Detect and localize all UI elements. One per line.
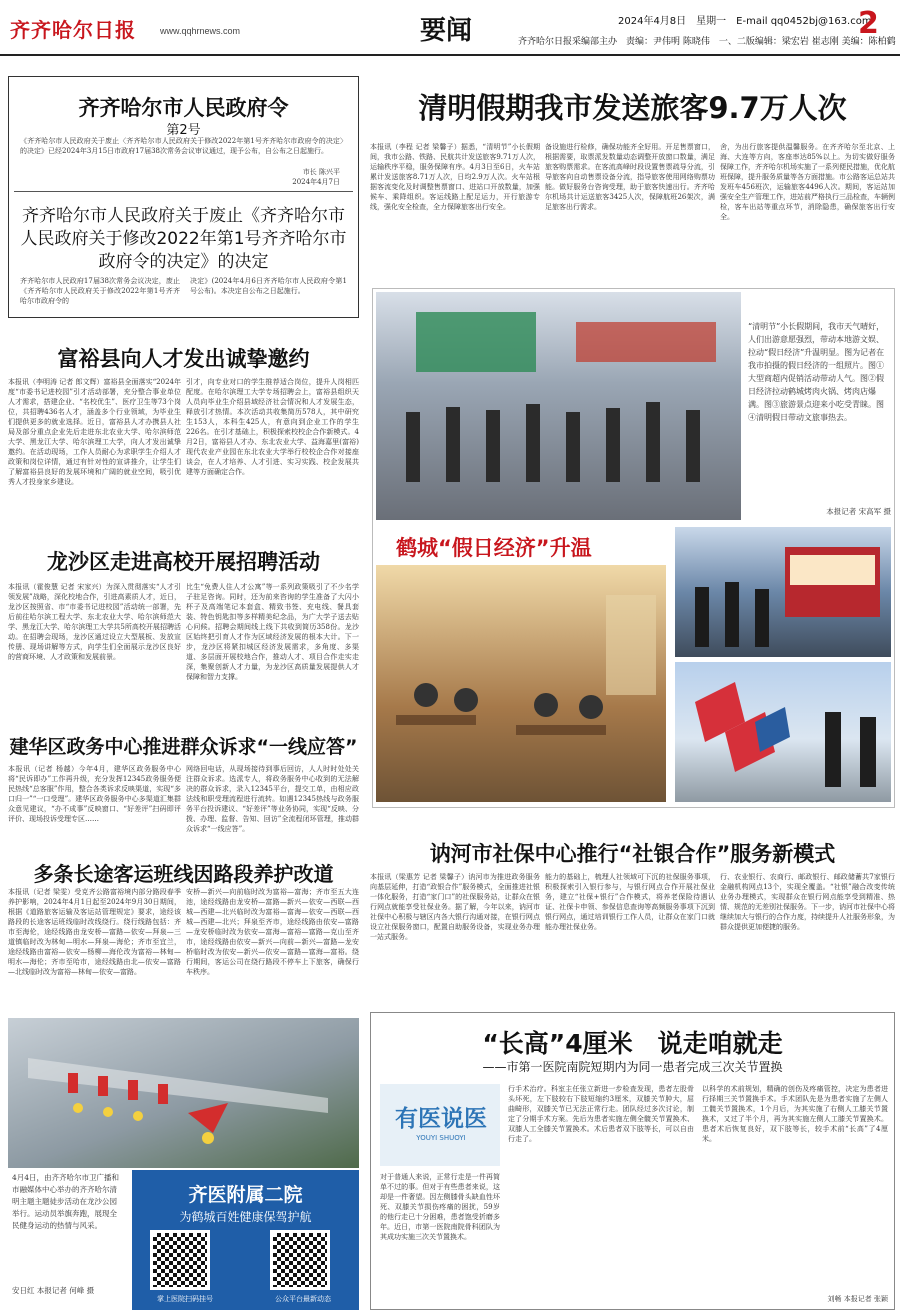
order-body: 《齐齐哈尔市人民政府关于废止〈齐齐哈尔市人民政府关于修改2022年第1号齐齐哈尔市政府令的决定〉的决定》已经2024年3月15日市政府17届38次常务会议审议通过，现予公布，自公布之日起施行。 (20, 137, 347, 155)
lead-body-col1: 本报讯（李程 记者 梁馨子）据悉，“清明节”小长假期间，我市公路、铁路、民航共计发送旅客9.71万人次，运输秩序平稳，服务保障有序。4月3日至6日，火车站累计发送旅客8.71万人次，日均2.9万人次。火车站根据客流变化及时调整售票窗口、进站口开放数量，加强候车、乘降组织。客运线路上配足运力，开行旅游专线，强化安全检查，全力保障旅客出行安全。 (370, 143, 540, 211)
nehe-body-col1: 本报讯（梁惠芳 记者 梁馨子）讷河市为推进政务服务向基层延伸，打造“政银合作”服务模式，全面推进社银一体化服务，打造“家门口”的社保服务站，让群众在银行网点就能享受社保业务。据了解，今年以来，讷河市社保中心积极与辖区内各大银行沟通对接，在银行网点设立社保服务窗口，配置自助服务设备，实现业务办理一站式服务。 (370, 873, 540, 941)
food-stall-graphic (675, 527, 891, 657)
decision-left: 齐齐哈尔市人民政府17届38次常务会议决定，废止《齐齐哈尔市人民政府关于修改2022年第1号齐齐哈尔市政府令的 (20, 277, 180, 305)
lead-headline: 清明假期我市发送旅客9.7万人次 (418, 91, 847, 125)
flag-runners-graphic (8, 1018, 359, 1168)
hospital-body-col3: 以科学的术前规划，精确的创伤及疼痛管控，决定为患者进行择期三关节置换手术。手术团队先是为患者实施了左侧人工髋关节置换术，1个月后，为其实施了右侧人工膝关节置换术，又过了半个月，再为其实施左侧人工膝关节置换术。患者术后恢复良好，双下肢等长，较手术前“长高”了4厘米。 (702, 1085, 888, 1143)
hospital-ad-brand: 齐医附属二院 (188, 1184, 303, 1206)
column-logo: 有医说医 (395, 1106, 487, 1132)
site-url: www.qqhrnews.com (160, 26, 241, 36)
bus-body-col1: 本报讯（记者 梁雯）受克齐公路富裕境内部分路段春季养护影响，2024年4月1日起至2024年9月30日期间，根据《道路旅客运输及客运站管理规定》要求，途经该路段的长途客运班线临时改线绕行。绕行线路包括：齐市至海伦，途经线路由龙安桥—富路—依安—拜泉—三道镇临时改为林甸—明水—拜泉—海伦；齐市至宜兰，途经线路由富裕—依安—杨柳—海伦改为富裕—林甸—明水—海伦；齐市至哈市，途经线路由北—依安—富路—北线临时改为富裕—林甸—依安—富路。 (8, 888, 181, 976)
decision-title: 齐齐哈尔市人民政府关于废止《齐齐哈尔市人民政府关于修改2022年第1号齐齐哈尔市政府令的决定》的决定 (20, 206, 347, 272)
dateline: 2024年4月8日 星期一 E-mail qq0452bj@163.com (618, 16, 872, 27)
hospital-credit: 刘畅 本报记者 张颖 (827, 1295, 888, 1303)
feature-banner: 鹤城“假日经济”升温 (396, 536, 592, 560)
running-event-photo (8, 1018, 359, 1168)
page-number: 2 (858, 6, 879, 41)
order-title: 齐齐哈尔市人民政府令 (78, 96, 289, 120)
decision-right: 决定》(2024年4月6日齐齐哈尔市人民政府令第1号公布)。本决定自公布之日起施行。 (190, 277, 347, 295)
restaurant-graphic (376, 565, 666, 802)
divider (14, 191, 353, 192)
kite-graphic (675, 662, 891, 802)
order-signer: 市长 陈兴平 (302, 168, 340, 176)
hospital-headline: “长高”4厘米 说走咱就走 (482, 1029, 783, 1058)
fuyu-body-col2: 引才，向专业对口的学生推荐适合岗位，提升人岗相匹配度。在哈尔滨理工大学专场招聘会上，富裕县组织天人员向毕业生介绍县域经济社会情况和人才发展生态，释放引才热情。本次活动共收集简历578人，其中研究生153人，本科生425人，有意向到企业工作的学生226名。在引才基础上，积极探索校校企合作新模式。4月2日，富裕县人才办、东北农业大学、益海嘉里(富裕)现代农业产业园在东北农业大学举行校校企合作对接座谈会，在人才培养、人才引进、实习实践、校企发展共建等方面确定合作。 (186, 378, 359, 476)
column-logo-en: YOUYI SHUOYI (416, 1134, 466, 1142)
longsha-body-col1: 本报讯（霍俊慧 记者 宋家兴）为深入贯彻落实“人才引领发展”战略，深化校地合作，引进高素质人才，近日，龙沙区按照省、市“市委书记进校园”活动统一部署，先后前往哈尔滨工程大学、东北农业大学、哈尔滨师范大学、黑龙江大学、哈尔滨理工大学共5所高校开展招聘活动。在招聘会现场，龙沙区通过设立大型展板、发放宣传册、现场讲解等方式，向学生们全面展示龙沙区良好的营商环境、人才政策和发展前景。 (8, 583, 181, 661)
jianhua-body-col1: 本报讯（记者 杨越）今年4月，建华区政务服务中心将“民诉即办”工作再升级，充分发挥12345政务服务便民热线“总客服”作用，整合各类诉求反映渠道，实现“多口归一”“一口受理”。建华区政务服务中心多渠道汇集群众意见建议，“办不成事”反映窗口、“好差评”扫码即评评价、现场投诉受理专区…… (8, 765, 181, 823)
order-date: 2024年4月7日 (292, 178, 340, 186)
running-photo-credit: 安日红 本报记者 何峰 摄 (12, 1286, 95, 1295)
hospital-body-col1: 对于普通人来说，正常行走是一件再简单不过的事。但对于有些患者来说，这却是一件奢望。因左侧膝骨头缺血性坏死、双膝关节损伤疼痛的困扰，59岁的他行走已十分困难，患者饱受折磨多年。近日，市第一医院南院骨科团队为其成功实施三次关节置换术。 (380, 1173, 500, 1241)
photo-credit: 本报记者 宋高军 摄 (826, 507, 891, 516)
hospital-ad-slogan: 为鹤城百姓健康保驾护航 (179, 1210, 312, 1224)
lead-body-col3: 舍，为出行旅客提供温馨服务。在齐齐哈尔至北京、上海、大连等方向，客座率达85%以上。为切实做好服务保障工作，齐齐哈尔机场实施了一系列便民措施，优化航班保障，提升服务质量等各方面措施。市公路客运总站共发班车456班次，运输旅客4496人次。期间，客运站加强安全生产管理工作，进站前严格执行三品检查，车辆例检，客车出站等重点环节，消除隐患，确保旅客出行安全。 (720, 143, 895, 221)
lead-body-col2: 备设施进行检修，确保功能齐全好用。开足售票窗口，根据需要，取票派发数量动态调整开放窗口数量，满足旅客购票需求。在客流高峰时段设置售票疏导分流，引导旅客向自动售票设备分流，指导旅客使用网络购票功能。做好服务台咨询受理，助于旅客快速出行。齐齐哈尔机场共计运送旅客3425人次，保障航班26架次，满足旅客出行需求。 (545, 143, 715, 211)
nehe-body-col2: 能力的基础上，梳理人社领域可下沉的社保服务事项，积极探索引入银行参与，与银行网点合作开展社保业务，建立“社保+银行”合作模式，将养老保险待遇认证、社保卡申领、参保信息查询等高频服务事项下沉到银行网点，通过培训银行工作人员，让群众在家门口就能办理社保业务。 (545, 873, 715, 931)
fuyu-body-col1: 本报讯（李明涛 记者 郎文辉）富裕县全面落实“2024年度“市委书记进校园”引才活动部署，充分整合事业单位人才需求，搭建企业、“名校优生”、医疗卫生等73个岗位，共招聘436名人才，涵盖多个行业领域，为毕业生们提供更多的就业选择。近日，富裕县人才办携县人社局及部分重点企业先后走进东北农业大学、哈尔滨师范大学、黑龙江大学、哈尔滨理工大学，向人才发出诚挚邀约。在活动现场，工作人员耐心为求职学生介绍人才政策和岗位详情，通过有针对性的宣讲推介，让学生们了解富裕县良好的发展环境和广阔的就业空间，吸引优秀人才投身家乡建设。 (8, 378, 181, 486)
running-photo-caption: 4月4日，由齐齐哈尔市卫广播和市融媒体中心举办的齐齐哈尔清明主题主题徒步活动在龙沙公园举行。运动员举旗奔跑，展现全民健身运动的热情与风采。 (12, 1173, 120, 1230)
jianhua-body-col2: 网络回电话，从现场接待到事后回访，人人时时处处关注群众诉求。选派专人，将政务服务中心收到的无法解决的群众诉求，录入12345平台，提交工单，由相应政法线和职受理流程进行流转。如遇12345热线与政务服务平台投诉建议、“好差评”等业务协同，实现“反映、分拨、办理、监督、告知、回访”全流程闭环管理，推动群众诉求“一线应答”。 (186, 765, 359, 833)
restaurant-photo (376, 565, 666, 802)
nehe-body-col3: 行、农业银行、农商行、邮政银行、邮政储蓄共7家银行金融机构网点13个，实现全覆盖。“社银”融合改变传统业务办理模式，实现群众在银行网点能享受到精准、热情、规范的无差别社保服务。下一步，讷河市社保中心将继续加大与银行的合作力度，持续提升人社服务形象，为群众提供更加便捷的服务。 (720, 873, 895, 931)
qr1-label: 掌上医院扫码挂号 (157, 1295, 213, 1303)
fuyu-headline: 富裕县向人才发出诚挚邀约 (57, 347, 310, 371)
photo-caption: “清明节”小长假期间，我市天气晴好，人们出游意愿强烈，带动本地游文娱、拉动“假日经济”升温明显。图为记者在我市拍摄的假日经济的一组照片。图①大型商超内促销活动带动人气。图②假日经济拉动鹤城烤肉火锅、烤肉店爆满。图③旅游景点迎来小吃受青睐。图④清明假日带动文旅事热去。 (748, 322, 885, 422)
newspaper-logo: 齐齐哈尔日报 (10, 18, 136, 42)
qr2-label: 公众平台最新动态 (275, 1295, 331, 1303)
editors-line: 齐齐哈尔日报采编部主办 责编：尹伟明 陈晓伟 一、二版编辑：梁宏岩 崔志刚 美编：陈柏鹤 (518, 37, 896, 47)
order-number: 第2号 (166, 123, 201, 138)
qr-code-icon[interactable] (270, 1230, 330, 1290)
mall-photo (376, 292, 741, 520)
bus-headline: 多条长途客运班线因路段养护改道 (33, 862, 334, 886)
dragon-kite-photo (675, 662, 891, 802)
nehe-headline: 讷河市社保中心推行“社银合作”服务新模式 (429, 842, 836, 866)
section-title: 要闻 (420, 16, 473, 46)
hospital-body-col2: 行手术治疗。科室主任张立新进一步检查发现，患者左股骨头坏死，左下肢较右下肢短缩约3厘米，双膝关节肿大，屈曲畸形，双膝关节已无法正常行走。团队经过多次讨论，制定了分期手术方案。先后为患者实施左侧全髋关节置换术、双膝人工全膝关节置换术。术后患者双下肢等长，可以自由行走了。 (508, 1085, 694, 1143)
street-food-photo (675, 527, 891, 657)
crowd-graphic (376, 292, 741, 520)
longsha-body-col2: 比生“免费人住人才公寓”等一系列政策吸引了不少名学子驻足咨询。同时，还为前来咨询的学生准备了大闪小杯子及高端笔记本套盒、精致书签、充电线、餐具套装、特色钥匙扣等多样精美纪念品，为广大学子送去贴心问候。招聘会期间线上线下共收到简历358份。龙沙区始终把引育人才作为区域经济发展的根本大计。下一步，龙沙区将紧扣城区经济发展需求，多角度、多渠道、多层面开展校地合作，推动人才、项目合作走实走深，集聚创新人才力量，为龙沙区高质量发展提供人才保障和智力支撑。 (186, 583, 359, 681)
longsha-headline: 龙沙区走进高校开展招聘活动 (47, 550, 320, 574)
bus-body-col2: 安桥—新兴—向前临时改为富裕—富海；齐市至五大连池，途经线路由龙安桥—富路—新兴—依安—西联—西城—西建—北兴临时改为富裕—富海—依安—西联—西城—西建—北兴；拜泉至齐市，途经线路由依安—富路—龙安桥临时改为依安—富海—富裕—富路—克山至齐市，途经线路由依安—新兴—向前—新兴—富路—龙安桥临时改为依安—新兴—依安—富路—富海—富裕。绕行期间，客运公司在绕行路段不停车上下旅客，确保行车秩序。 (186, 888, 359, 976)
jianhua-headline: 建华区政务中心推进群众诉求“一线应答” (9, 736, 358, 758)
hospital-subheadline: ——市第一医院南院短期内为同一患者完成三次关节置换 (482, 1060, 783, 1074)
qr-code-icon[interactable] (150, 1230, 210, 1290)
